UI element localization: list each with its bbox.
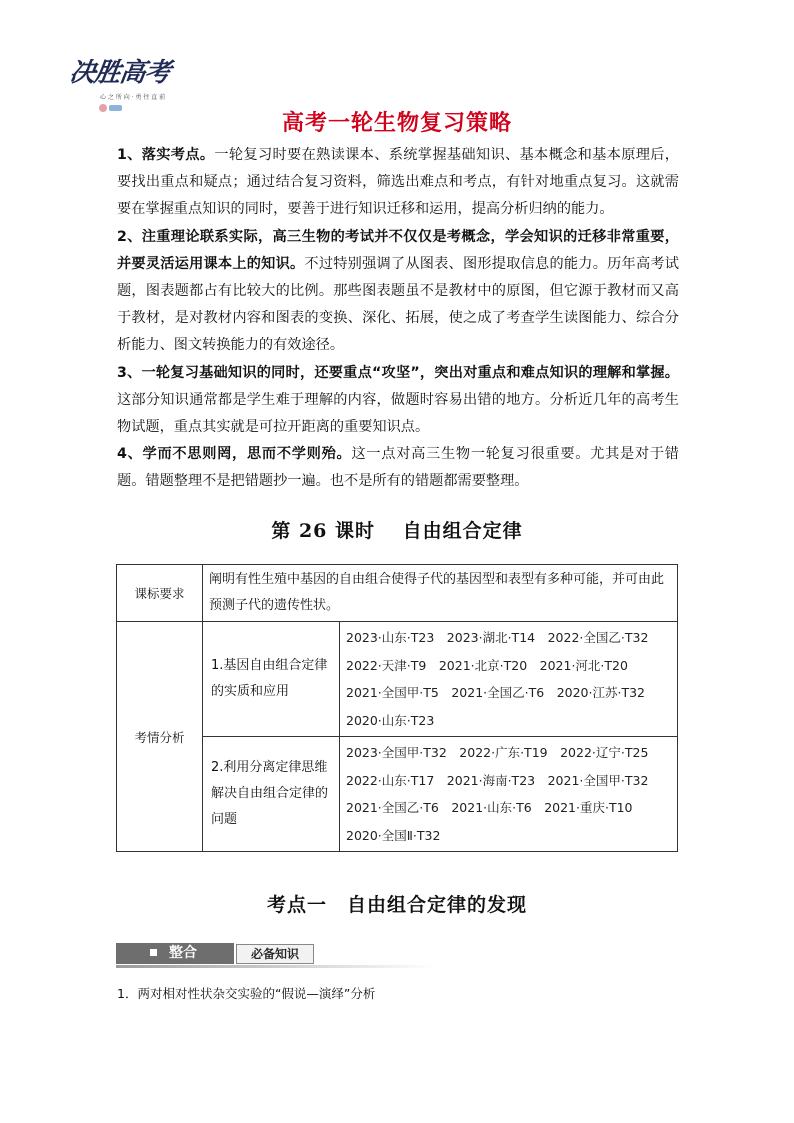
strategy-body: 一轮复习时要在熟读课本、系统掌握基础知识、基本概念和基本原理后，要找出重点和疑点；通过结合复习资料，筛选出难点和考点，有针对地重点复习。这就需要在掌握重点知识的同时，要善于进行知识迁移和运用，提高分析归纳的能力。 <box>117 147 679 218</box>
strategy-section <box>117 142 679 496</box>
topic-refs <box>340 622 678 737</box>
curriculum-table <box>116 564 678 852</box>
analysis-label: 考情分析 <box>117 622 203 852</box>
ref-line: 2023·全国甲·T32 2022·广东·T19 2022·辽宁·T25 <box>346 745 649 760</box>
list-item: 1．两对相对性状杂交实验的“假说—演绎”分析 <box>117 986 376 1001</box>
logo-slogan: 心 之 所 向 · 勇 往 直 前 <box>100 94 166 101</box>
lesson-title <box>0 516 794 543</box>
topic-name: 2.利用分离定律思维解决自由组合定律的问题 <box>203 737 340 852</box>
strategy-item <box>117 224 679 360</box>
strategy-lead: 1、落实考点。 <box>117 147 215 163</box>
badge-main-label: 整合 <box>169 945 197 961</box>
strategy-body: 这部分知识通常都是学生难于理解的内容，做题时容易出错的地方。分析近几年的高考生物试题，重点其实就是可拉开距离的重要知识点。 <box>117 391 679 436</box>
logo-text: 决胜高考 <box>67 58 172 88</box>
badge-main <box>116 943 234 964</box>
page-title: 高考一轮生物复习策略 <box>281 111 512 136</box>
badge-divider <box>116 965 436 968</box>
strategy-lead: 3、一轮复习基础知识的同时，还要重点“攻坚”，突出对重点和难点知识的理解和掌握。 <box>117 364 679 381</box>
strategy-body: 这一点对高三生物一轮复习很重要。尤其是对于错题。错题整理不是把错题抄一遍。也不是所有的错题都需要整理。 <box>117 446 679 490</box>
lesson-name: 自由组合定律 <box>402 520 523 542</box>
req-label: 课标要求 <box>117 565 203 622</box>
section-title: 考点一 自由组合定律的发现 <box>266 894 527 916</box>
ref-line: 2021·全国甲·T5 2021·全国乙·T6 2020·江苏·T32 <box>346 685 645 700</box>
strategy-lead: 2、注重理论联系实际，高三生物的考试并不仅仅是考概念，学会知识的迁移非常重要，并要灵活运用课本上的知识。 <box>117 228 679 272</box>
strategy-item <box>117 142 679 224</box>
badge-sub: 必备知识 <box>236 944 314 964</box>
ref-line: 2020·全国Ⅱ·T32 <box>346 827 441 843</box>
ref-line: 2020·山东·T23 <box>346 712 435 728</box>
ref-line: 2022·山东·T17 2021·海南·T23 2021·全国甲·T32 <box>346 772 649 788</box>
square-bullet-icon <box>150 949 157 956</box>
lesson-number: 第 26 课时 <box>271 520 376 542</box>
ref-line: 2023·山东·T23 2023·湖北·T14 2022·全国乙·T32 <box>346 630 649 645</box>
table-row <box>117 565 678 622</box>
strategy-item <box>117 360 679 442</box>
topic-refs <box>340 737 678 852</box>
topic-name: 1.基因自由组合定律的实质和应用 <box>203 622 340 737</box>
table-row <box>117 622 678 737</box>
ref-line: 2021·全国乙·T6 2021·山东·T6 2021·重庆·T10 <box>346 800 633 815</box>
ref-line: 2022·天津·T9 2021·北京·T20 2021·河北·T20 <box>346 657 628 673</box>
strategy-lead: 4、学而不思则罔，思而不学则殆。 <box>117 446 352 463</box>
strategy-body: 不过特别强调了从图表、图形提取信息的能力。历年高考试题，图表题都占有比较大的比例。那些图表题虽不是教材中的原图，但它源于教材而又高于教材，是对教材内容和图表的变换、深化、拓展，使之成了考查学生读图能力、综合分析能力、图文转换能力的有效途径。 <box>117 255 679 354</box>
section-badge <box>116 943 436 967</box>
req-text: 阐明有性生殖中基因的自由组合使得子代的基因型和表型有多种可能，并可由此预测子代的遗传性状。 <box>203 565 678 622</box>
strategy-item <box>117 441 679 495</box>
